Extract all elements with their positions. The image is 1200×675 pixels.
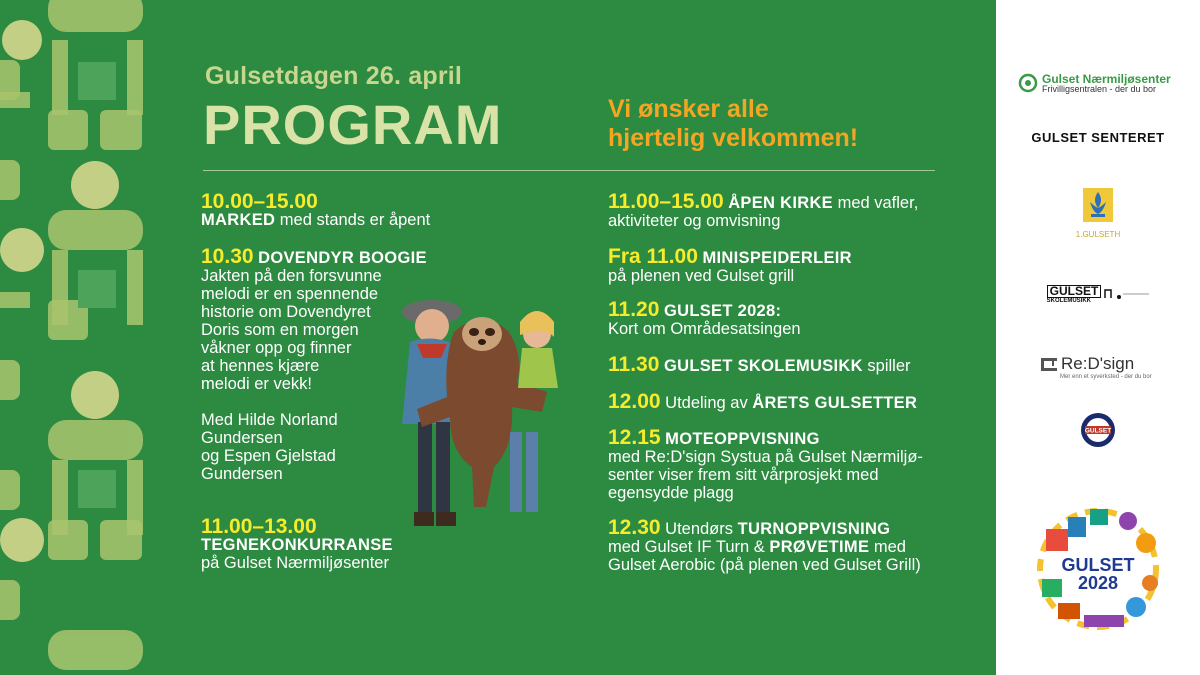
item-name: MINISPEIDERLEIR <box>702 249 852 267</box>
item-desc-line: våkner opp og finner <box>201 339 352 357</box>
welcome-line-2: hjertelig velkommen! <box>608 124 859 152</box>
item-desc: Utendørs <box>660 520 738 538</box>
gulset-ball-logo <box>1079 411 1117 449</box>
skolemusikk-name: GULSET <box>1047 285 1102 298</box>
redsign-tagline: Mer enn et syverksted - der du bor <box>1060 374 1152 380</box>
leaf-icon <box>1018 73 1038 93</box>
item-name: PRØVETIME <box>769 538 870 556</box>
gulset-senteret-logo: GULSET SENTERET <box>1031 129 1165 145</box>
item-desc: med vafler, <box>832 194 919 212</box>
redsign-name: Re:D'sign <box>1061 354 1135 373</box>
item-name: MOTEOPPVISNING <box>665 430 820 448</box>
event-subtitle: Gulsetdagen 26. april <box>205 62 463 90</box>
program-item-skolemusikk <box>608 353 911 376</box>
item-time: 11.30 <box>608 353 660 376</box>
item-desc-line: historie om Dovendyret <box>201 303 371 321</box>
item-desc-line: Doris som en morgen <box>201 321 359 339</box>
sewing-machine-icon <box>1040 356 1058 372</box>
item-name: ÅRETS GULSETTER <box>752 394 918 412</box>
program-panel <box>150 0 996 675</box>
item-desc-line: at hennes kjære <box>201 357 320 375</box>
program-item-moteoppvisning <box>608 426 948 502</box>
g2028-line-1: GULSET <box>1061 555 1135 575</box>
item-desc: Utdeling av <box>660 394 753 412</box>
item-name: TURNOPPVISNING <box>737 520 891 538</box>
narmiljo-tagline: Frivilligsentralen - der du bor <box>1042 83 1157 94</box>
item-time: 11.20 <box>608 298 660 321</box>
skolemusikk-sub: SKOLEMUSIKK <box>1046 297 1091 304</box>
item-name: GULSET SKOLEMUSIKK <box>664 357 863 375</box>
program-item-apen-kirke <box>608 190 919 230</box>
performers-photo <box>392 282 582 542</box>
music-notes-icon <box>1101 288 1151 300</box>
item-desc-line: med Re:D'sign Systua på Gulset Nærmiljø- <box>608 448 923 466</box>
item-credit-line: og Espen Gjelstad <box>201 447 336 465</box>
speider-name: 1.GULSETH <box>1075 229 1121 239</box>
gulset-2028-logo <box>1026 497 1170 641</box>
item-credit-line: Med Hilde Norland <box>201 411 338 429</box>
item-desc-line: egensydde plagg <box>608 484 734 502</box>
item-desc: på Gulset Nærmiljøsenter <box>201 554 389 572</box>
redsign-logo <box>1040 352 1160 382</box>
program-item-minispeiderleir <box>608 245 852 285</box>
item-desc-line: senter viser frem sitt vårprosjekt med <box>608 466 879 484</box>
g2028-line-2: 2028 <box>1077 573 1119 593</box>
item-desc: på plenen ved Gulset grill <box>608 267 795 285</box>
item-desc-line: Jakten på den forsvunne <box>201 267 382 285</box>
item-time: 12.00 <box>608 390 661 413</box>
program-item-marked <box>201 190 431 229</box>
program-item-arets-gulsetter <box>608 390 918 413</box>
item-time: 11.00–13.00 <box>201 515 317 538</box>
program-item-gulset-2028 <box>608 298 801 338</box>
item-name: TEGNEKONKURRANSE <box>201 536 393 554</box>
ball-label: GULSET <box>1084 427 1112 435</box>
item-desc-line: melodi er en spennende <box>201 285 379 303</box>
narmiljo-name: Gulset Nærmiljøsenter <box>1042 71 1171 86</box>
item-name: GULSET 2028: <box>664 302 782 320</box>
program-item-turnoppvisning <box>608 516 948 574</box>
item-desc: med <box>869 538 906 556</box>
item-name: DOVENDYR BOOGIE <box>258 249 427 267</box>
item-desc: med Gulset IF Turn & <box>608 538 770 556</box>
football-icon <box>1080 412 1116 448</box>
item-desc: med stands er åpent <box>275 211 431 229</box>
page-title: PROGRAM <box>203 93 503 156</box>
item-name: MARKED <box>201 211 276 229</box>
item-desc: spiller <box>862 357 911 375</box>
item-credit-line: Gundersen <box>201 465 283 483</box>
sponsor-sidebar <box>996 0 1200 675</box>
narmiljosenter-logo <box>1018 70 1194 96</box>
fleur-de-lis-icon <box>1081 186 1115 230</box>
welcome-line-1: Vi ønsker alle <box>608 95 769 123</box>
item-name: ÅPEN KIRKE <box>728 194 833 212</box>
item-desc: Gulset Aerobic (på plenen ved Gulset Grill) <box>608 556 921 574</box>
item-time: 11.00–15.00 <box>608 190 724 213</box>
item-time: 12.30 <box>608 516 661 539</box>
item-time: 10.00–15.00 <box>201 190 318 213</box>
item-time: 10.30 <box>201 245 254 268</box>
speider-logo <box>1066 180 1130 244</box>
item-desc: aktiviteter og omvisning <box>608 212 781 230</box>
divider <box>203 170 935 171</box>
item-credit-line: Gundersen <box>201 429 283 447</box>
skolemusikk-logo <box>1034 283 1164 305</box>
item-time: Fra 11.00 <box>608 245 698 268</box>
item-time: 12.15 <box>608 426 661 449</box>
item-desc-line: melodi er vekk! <box>201 375 312 393</box>
item-desc: Kort om Områdesatsingen <box>608 320 801 338</box>
decorative-pattern <box>0 0 150 675</box>
gulset-2028-wreath-icon <box>1028 499 1168 639</box>
welcome-message <box>608 95 938 153</box>
